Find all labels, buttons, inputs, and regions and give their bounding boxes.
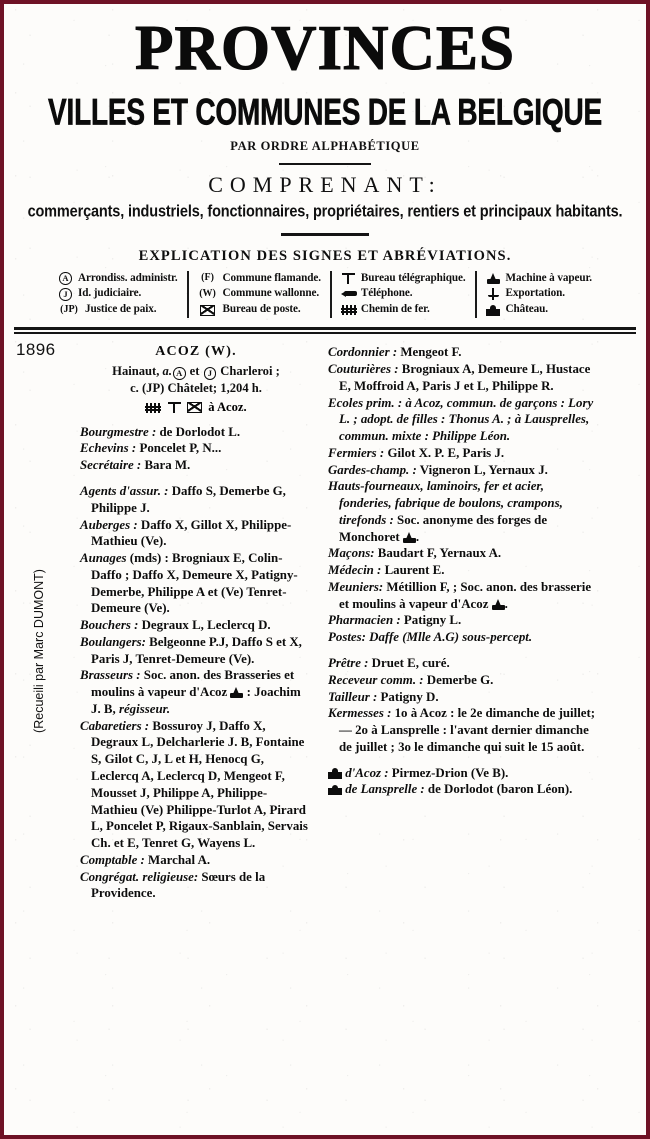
list-item bbox=[328, 672, 596, 689]
entry-names: Demerbe G. bbox=[423, 672, 494, 687]
entry-names: Métillion F, ; Soc. anon. des brasserie et moulins à vapeur d'Acoz bbox=[339, 579, 592, 611]
entry-names: Gilot X. P. E, Paris J. bbox=[384, 445, 505, 460]
steam-engine-icon bbox=[230, 687, 243, 698]
entry-names: Daffo X, Gillot X, Philippe-Mathieu (Ve). bbox=[91, 517, 292, 549]
legend-item-chateau bbox=[486, 302, 592, 318]
page-subtitle: VILLES ET COMMUNES DE LA BELGIQUE bbox=[48, 91, 602, 133]
circled-a-icon: A bbox=[173, 367, 186, 380]
entry-meta-line-2: c. (JP) Châtelet; 1,204 h. bbox=[130, 380, 262, 395]
list-item bbox=[80, 483, 312, 517]
entry-names: Belgeonne P.J, Daffo S et X, Paris J, Tenret-Demeure (Ve). bbox=[91, 634, 302, 666]
railway-icon bbox=[341, 304, 356, 317]
list-item bbox=[328, 655, 596, 672]
circled-a-icon: A bbox=[58, 272, 73, 285]
entry-names: Patigny L. bbox=[400, 613, 462, 628]
entry-role: Bourgmestre : bbox=[80, 424, 157, 439]
legend-item-exportation bbox=[486, 286, 592, 302]
castle-icon bbox=[328, 766, 342, 780]
entry-names: Vigneron L, Yernaux J. bbox=[416, 462, 548, 477]
paren-f-icon: (F) bbox=[201, 272, 214, 284]
legend-column-1 bbox=[49, 271, 187, 319]
legend-item-bureau-de-poste bbox=[198, 302, 321, 318]
list-item bbox=[328, 395, 596, 445]
list-item bbox=[80, 852, 312, 869]
entry-names: Marchal A. bbox=[144, 852, 211, 867]
list-item bbox=[328, 545, 596, 562]
legend-title: EXPLICATION DES SIGNES ET ABRÉVIATIONS. bbox=[138, 247, 512, 264]
entry-role: Boulangers: bbox=[80, 634, 146, 649]
legend-label: Commune wallonne. bbox=[222, 287, 320, 300]
export-anchor-icon bbox=[486, 288, 501, 301]
entry-names-cont: : Joachim J. B, bbox=[91, 685, 301, 716]
legend-label: Bureau de poste. bbox=[222, 303, 301, 316]
divider-rule-mid bbox=[281, 233, 369, 236]
entry-province: Hainaut, bbox=[112, 364, 163, 379]
directory-column-right bbox=[328, 344, 596, 902]
entry-names: Brogniaux A, Demeure L, Hustace E, Moffroid A, Paris J et L, Philippe R. bbox=[339, 362, 591, 393]
entry-names-cont: . bbox=[504, 596, 508, 611]
entry-names: Daffo S, Demerbe G, Philippe J. bbox=[91, 484, 286, 515]
list-item bbox=[328, 612, 596, 629]
list-item bbox=[328, 689, 596, 706]
legend-label: Commune flamande. bbox=[222, 271, 321, 284]
comprenant-heading: COMPRENANT: bbox=[208, 172, 442, 198]
legend-column-2 bbox=[187, 271, 330, 319]
section-spacer bbox=[328, 756, 596, 765]
comprenant-lede: commerçants, industriels, fonctionnaires, propriétaires, rentiers et principaux habitants. bbox=[27, 203, 623, 221]
entry-role: Maçons: bbox=[328, 546, 375, 561]
envelope-icon bbox=[198, 304, 218, 317]
steam-engine-icon bbox=[486, 272, 501, 285]
entry-names: Bara M. bbox=[141, 458, 191, 473]
entry-role: de Lansprelle : bbox=[342, 782, 425, 797]
entry-role: d'Acoz : bbox=[342, 765, 389, 780]
divider-double-rule bbox=[14, 327, 636, 334]
telegraph-icon bbox=[341, 272, 356, 285]
castle-icon bbox=[486, 304, 501, 317]
legend-label: Château. bbox=[505, 303, 548, 316]
list-item bbox=[80, 550, 312, 617]
two-column-body bbox=[4, 344, 640, 902]
divider-rule-top bbox=[279, 163, 371, 165]
legend-label: Arrondiss. administr. bbox=[78, 271, 178, 284]
entry-role: Cabaretiers : bbox=[80, 718, 150, 733]
entry-role: Couturières : bbox=[328, 362, 399, 376]
entry-meta-line-1 bbox=[80, 363, 312, 380]
legend-label: Chemin de fer. bbox=[360, 303, 430, 316]
directory-content bbox=[4, 340, 646, 902]
list-item bbox=[328, 579, 596, 613]
steam-engine-icon bbox=[403, 532, 416, 543]
railway-icon bbox=[145, 403, 161, 413]
entry-icons-suffix: à Acoz. bbox=[208, 399, 247, 414]
entry-names: (mds) : Brogniaux E, Colin-Daffo ; Daffo X, Demeure X, Patigny-Demerbe, Philippe A et (Ve) Tenret-Demeure (Ve). bbox=[91, 551, 298, 616]
entry-role: Aunages bbox=[80, 551, 127, 566]
entry-role: Tailleur : bbox=[328, 689, 378, 704]
list-item bbox=[328, 361, 596, 395]
entry-names: de Dorlodot (baron Léon). bbox=[424, 782, 573, 797]
list-item bbox=[328, 629, 596, 646]
entry-names: de Dorlodot L. bbox=[156, 424, 241, 439]
legend-label: Justice de paix. bbox=[85, 303, 157, 316]
entry-role: Brasseurs : bbox=[80, 668, 141, 683]
telegraph-icon bbox=[168, 402, 181, 413]
list-item bbox=[328, 462, 596, 479]
entry-abbr-a: a. bbox=[162, 364, 172, 379]
legend-item-chemin-de-fer bbox=[341, 302, 466, 318]
entry-role: Bouchers : bbox=[80, 618, 139, 633]
legend-item-bureau-telegraphique bbox=[341, 271, 466, 287]
entry-role: Postes: bbox=[328, 630, 366, 645]
entry-heading: ACOZ (W). bbox=[155, 344, 237, 360]
list-item bbox=[328, 344, 596, 361]
paren-jp-icon: (JP) bbox=[60, 304, 78, 316]
year-annotation: 1896 bbox=[16, 340, 56, 360]
list-item bbox=[328, 781, 596, 798]
entry-role: Ecoles prim. : bbox=[328, 395, 403, 410]
list-item bbox=[80, 440, 312, 457]
entry-conjunction: et bbox=[186, 364, 203, 379]
list-item bbox=[80, 617, 312, 634]
entry-names: Patigny D. bbox=[377, 689, 439, 704]
legend-column-4 bbox=[475, 271, 601, 319]
entry-names-cont: . bbox=[415, 529, 420, 544]
envelope-icon bbox=[187, 402, 202, 413]
entry-role: Prêtre : bbox=[328, 656, 369, 671]
legend-item-justice-de-paix bbox=[58, 302, 178, 318]
legend-grid bbox=[4, 271, 646, 319]
telephone-icon bbox=[341, 288, 356, 301]
masthead bbox=[4, 4, 646, 236]
list-item bbox=[328, 478, 596, 545]
castle-icon bbox=[328, 782, 342, 796]
entry-role: Secrétaire : bbox=[80, 458, 142, 473]
entry-role: Agents d'assur. : bbox=[80, 484, 169, 498]
paren-w-icon: (W) bbox=[199, 288, 216, 300]
entry-names: Daffe (Mlle A.G) sous-percept. bbox=[365, 630, 533, 645]
legend-item-arrondissement-judiciaire bbox=[58, 286, 178, 302]
entry-names: Bossuroy J, Daffo X, Degraux L, Delcharlerie J. B, Fontaine S, Gilot C, J, L et H, Henocq G, Leclercq A, Leclercq D, Mengeot F, Mousset J, Philippe A, Philippe-Mathieu (Ve) Philippe-Turlot A, Pirard L, Poncelet P, Rigaux-Sanblain, Servais Ch. et E, Tenret G, Wayens L. bbox=[91, 718, 308, 851]
entry-role: Hauts-fourneaux, laminoirs, fer et acier, fonderies, fabrique de boulons, crampons, tirefonds : bbox=[328, 479, 563, 527]
legend-item-telephone bbox=[341, 286, 466, 302]
entry-role: Gardes-champ. : bbox=[328, 462, 417, 477]
entry-names: Baudart F, Yernaux A. bbox=[374, 546, 502, 561]
page-title: PROVINCES bbox=[134, 13, 516, 83]
list-item bbox=[328, 445, 596, 462]
list-item bbox=[80, 634, 312, 668]
entry-role: Kermesses : bbox=[328, 706, 392, 721]
alphabetical-order-line: PAR ORDRE ALPHABÉTIQUE bbox=[230, 139, 420, 154]
legend-label: Id. judiciaire. bbox=[78, 287, 142, 300]
circled-j-icon: J bbox=[204, 367, 217, 380]
entry-names: Laurent E. bbox=[381, 563, 445, 578]
legend-label: Exportation. bbox=[505, 287, 565, 300]
legend-item-commune-flamande bbox=[198, 271, 321, 287]
entry-role: Receveur comm. : bbox=[328, 672, 424, 687]
entry-names: Soc. anonyme des forges de Monchoret bbox=[339, 512, 548, 544]
entry-names: Poncelet P, N... bbox=[136, 441, 222, 456]
legend-label: Bureau télégraphique. bbox=[360, 271, 466, 284]
circled-j-icon: J bbox=[58, 288, 73, 301]
legend-item-machine-a-vapeur bbox=[486, 271, 592, 287]
section-spacer bbox=[328, 646, 596, 655]
legend-label: Machine à vapeur. bbox=[505, 271, 592, 284]
list-item bbox=[80, 424, 312, 441]
list-item bbox=[328, 562, 596, 579]
list-item bbox=[80, 869, 312, 903]
list-item bbox=[80, 667, 312, 717]
list-item bbox=[328, 765, 596, 782]
entry-role-suffix: régisseur. bbox=[118, 701, 171, 716]
legend-item-arrondissement-administratif bbox=[58, 271, 178, 287]
list-item bbox=[80, 718, 312, 852]
entry-service-icons bbox=[80, 400, 312, 415]
steam-engine-icon bbox=[492, 599, 505, 610]
entry-role: Meuniers: bbox=[328, 579, 384, 594]
list-item bbox=[328, 705, 596, 755]
entry-role: Comptable : bbox=[80, 852, 145, 867]
entry-names: Pirmez-Drion (Ve B). bbox=[388, 765, 509, 780]
entry-names: Degraux L, Leclercq D. bbox=[138, 618, 271, 633]
entry-role: Congrégat. religieuse: bbox=[80, 869, 199, 884]
legend-label: Téléphone. bbox=[360, 287, 413, 300]
entry-role: Cordonnier : bbox=[328, 345, 398, 360]
entry-role: Echevins : bbox=[80, 441, 137, 456]
entry-role: Auberges : bbox=[80, 517, 138, 532]
entry-names: Soc. anon. des Brasseries et moulins à vapeur d'Acoz bbox=[91, 668, 295, 700]
entry-names: à Acoz, commun. de garçons : Lory L. ; adopt. de filles : Thonus A. ; à Lausprelles, commun. mixte : Philippe Léon. bbox=[339, 395, 594, 444]
entry-role: Fermiers : bbox=[328, 445, 385, 460]
entry-names: Druet E, curé. bbox=[368, 656, 450, 671]
directory-column-left bbox=[80, 344, 312, 902]
entry-names: Sœurs de la Providence. bbox=[91, 869, 266, 901]
entry-role: Médecin : bbox=[328, 563, 382, 578]
legend-item-commune-wallonne bbox=[198, 286, 321, 302]
section-spacer bbox=[80, 474, 312, 483]
entry-role: Pharmacien : bbox=[328, 613, 401, 628]
entry-names: 1o à Acoz : le 2e dimanche de juillet; — 2o à Lansprelle : l'avant dernier dimanche de juillet ; 3o le dimanche qui suit le 15 août. bbox=[339, 706, 596, 754]
list-item bbox=[80, 457, 312, 474]
entry-arrondissement: Charleroi ; bbox=[217, 364, 280, 379]
credit-annotation: (Recueili par Marc DUMONT) bbox=[32, 569, 46, 734]
list-item bbox=[80, 517, 312, 551]
legend-column-3 bbox=[330, 271, 475, 319]
entry-names: Mengeot F. bbox=[397, 345, 462, 360]
